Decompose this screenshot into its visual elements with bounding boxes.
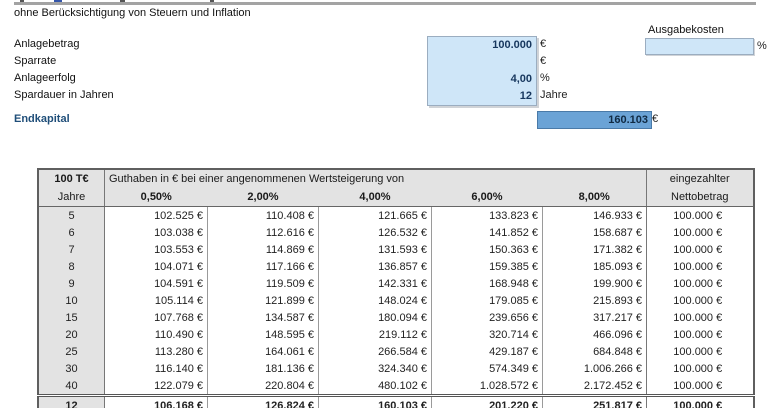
value-cell[interactable]: 199.900 € [543, 275, 647, 292]
value-cell[interactable]: 126.532 € [319, 224, 432, 241]
table-row [38, 241, 754, 258]
value-cell[interactable]: 185.093 € [543, 258, 647, 275]
value-cell[interactable]: 180.094 € [319, 309, 432, 326]
field-label-anlageerfolg: Anlageerfolg [14, 72, 76, 84]
value-cell[interactable]: 219.112 € [319, 326, 432, 343]
unit-label-euro: € [652, 113, 659, 125]
unit-label-euro: € [540, 38, 547, 50]
year-cell[interactable]: 8 [38, 258, 105, 275]
column-header-rate-3[interactable]: 6,00% [432, 188, 543, 207]
value-cell[interactable]: 100.000 € [647, 377, 754, 396]
value-cell[interactable]: 141.852 € [432, 224, 543, 241]
table-row [38, 275, 754, 292]
value-cell[interactable]: 574.349 € [432, 360, 543, 377]
value-cell[interactable]: 100.000 € [647, 258, 754, 275]
year-cell[interactable]: 20 [38, 326, 105, 343]
value-cell[interactable]: 480.102 € [319, 377, 432, 396]
endkapital-result-cell[interactable]: 160.103 [537, 111, 652, 129]
table-row [38, 224, 754, 241]
sheet-subtitle: ohne Berücksichtigung von Steuern und Inflation [14, 7, 251, 19]
value-cell[interactable]: 317.217 € [543, 309, 647, 326]
spardauer-input-cell[interactable]: 12 [519, 90, 532, 102]
year-cell[interactable]: 9 [38, 275, 105, 292]
value-cell[interactable]: 168.948 € [432, 275, 543, 292]
value-cell[interactable]: 103.038 € [105, 224, 208, 241]
endkapital-label: Endkapital [14, 113, 70, 125]
table-row [38, 309, 754, 326]
value-cell[interactable]: 100.000 € [647, 343, 754, 360]
table-row [38, 258, 754, 275]
value-cell[interactable]: 220.804 € [208, 377, 319, 396]
value-cell[interactable]: 251.817 € [543, 396, 647, 408]
value-cell[interactable]: 466.096 € [543, 326, 647, 343]
value-cell[interactable]: 100.000 € [647, 241, 754, 258]
value-cell[interactable]: 148.595 € [208, 326, 319, 343]
value-cell[interactable]: 150.363 € [432, 241, 543, 258]
value-cell[interactable]: 164.061 € [208, 343, 319, 360]
table-row [38, 343, 754, 360]
value-cell[interactable]: 105.114 € [105, 292, 208, 309]
value-cell[interactable]: 121.665 € [319, 207, 432, 225]
year-cell[interactable]: 7 [38, 241, 105, 258]
column-header-rate-0[interactable]: 0,50% [105, 188, 208, 207]
year-cell[interactable]: 30 [38, 360, 105, 377]
value-cell[interactable]: 110.408 € [208, 207, 319, 225]
column-header-rate-2[interactable]: 4,00% [319, 188, 432, 207]
anlageerfolg-input-cell[interactable]: 4,00 [510, 73, 532, 85]
value-cell[interactable]: 429.187 € [432, 343, 543, 360]
value-cell[interactable]: 266.584 € [319, 343, 432, 360]
table-row [38, 207, 754, 225]
field-label-spardauer: Spardauer in Jahren [14, 89, 114, 101]
year-cell[interactable]: 15 [38, 309, 105, 326]
column-header-rate-1[interactable]: 2,00% [208, 188, 319, 207]
field-label-anlagebetrag: Anlagebetrag [14, 38, 80, 50]
input-cell-block [427, 36, 537, 106]
value-cell[interactable]: 1.028.572 € [432, 377, 543, 396]
year-cell[interactable]: 10 [38, 292, 105, 309]
year-cell[interactable]: 12 [38, 396, 105, 408]
value-cell[interactable]: 1.006.266 € [543, 360, 647, 377]
unit-label-percent: % [757, 40, 767, 52]
year-cell[interactable]: 5 [38, 207, 105, 225]
year-cell[interactable]: 6 [38, 224, 105, 241]
sparrate-input-cell[interactable] [428, 54, 535, 71]
value-cell[interactable]: 684.848 € [543, 343, 647, 360]
value-cell[interactable]: 201.220 € [432, 396, 543, 408]
value-cell[interactable]: 104.071 € [105, 258, 208, 275]
value-cell[interactable]: 100.000 € [647, 396, 754, 408]
value-cell[interactable]: 136.857 € [319, 258, 432, 275]
column-header-nettobetrag[interactable]: Nettobetrag [647, 188, 754, 207]
value-cell[interactable]: 320.714 € [432, 326, 543, 343]
results-table [37, 168, 755, 408]
value-cell[interactable]: 2.172.452 € [543, 377, 647, 396]
column-header-rate-4[interactable]: 8,00% [543, 188, 647, 207]
value-cell[interactable]: 239.656 € [432, 309, 543, 326]
value-cell[interactable]: 110.490 € [105, 326, 208, 343]
value-cell[interactable]: 103.553 € [105, 241, 208, 258]
value-cell[interactable]: 113.280 € [105, 343, 208, 360]
value-cell[interactable]: 160.103 € [319, 396, 432, 408]
year-cell[interactable]: 40 [38, 377, 105, 396]
table-row [38, 377, 754, 396]
value-cell[interactable]: 116.140 € [105, 360, 208, 377]
corner-header-jahre[interactable]: Jahre [38, 188, 105, 207]
value-cell[interactable]: 102.525 € [105, 207, 208, 225]
table-row [38, 292, 754, 309]
value-cell[interactable]: 114.869 € [208, 241, 319, 258]
value-cell[interactable]: 131.593 € [319, 241, 432, 258]
unit-label-euro: € [540, 55, 547, 67]
value-cell[interactable]: 106.168 € [105, 396, 208, 408]
value-cell[interactable]: 215.893 € [543, 292, 647, 309]
value-cell[interactable]: 107.768 € [105, 309, 208, 326]
value-cell[interactable]: 142.331 € [319, 275, 432, 292]
value-cell[interactable]: 100.000 € [647, 309, 754, 326]
row-divider-bar [14, 2, 756, 5]
value-cell[interactable]: 146.933 € [543, 207, 647, 225]
span-header-guthaben[interactable]: Guthaben in € bei einer angenommenen Wertsteigerung von [105, 169, 647, 188]
value-cell[interactable]: 112.616 € [208, 224, 319, 241]
unit-label-jahre: Jahre [540, 89, 568, 101]
unit-label-percent: % [540, 72, 550, 84]
table-row [38, 326, 754, 343]
year-cell[interactable]: 25 [38, 343, 105, 360]
corner-header-100te[interactable]: 100 T€ [38, 169, 105, 188]
table-row [38, 396, 754, 408]
value-cell[interactable]: 171.382 € [543, 241, 647, 258]
value-cell[interactable]: 181.136 € [208, 360, 319, 377]
anlagebetrag-input-cell[interactable]: 100.000 [492, 39, 532, 51]
value-cell[interactable]: 133.823 € [432, 207, 543, 225]
value-cell[interactable]: 159.385 € [432, 258, 543, 275]
value-cell[interactable]: 100.000 € [647, 360, 754, 377]
value-cell[interactable]: 100.000 € [647, 326, 754, 343]
value-cell[interactable]: 100.000 € [647, 275, 754, 292]
value-cell[interactable]: 100.000 € [647, 292, 754, 309]
ausgabekosten-label: Ausgabekosten [648, 24, 724, 36]
value-cell[interactable]: 126.824 € [208, 396, 319, 408]
ausgabekosten-input-cell[interactable] [645, 38, 754, 55]
value-cell[interactable]: 119.509 € [208, 275, 319, 292]
column-header-eingezahlter[interactable]: eingezahlter [647, 169, 754, 188]
table-row [38, 360, 754, 377]
value-cell[interactable]: 117.166 € [208, 258, 319, 275]
value-cell[interactable]: 121.899 € [208, 292, 319, 309]
value-cell[interactable]: 122.079 € [105, 377, 208, 396]
value-cell[interactable]: 104.591 € [105, 275, 208, 292]
value-cell[interactable]: 100.000 € [647, 207, 754, 225]
field-label-sparrate: Sparrate [14, 55, 57, 67]
value-cell[interactable]: 158.687 € [543, 224, 647, 241]
value-cell[interactable]: 100.000 € [647, 224, 754, 241]
value-cell[interactable]: 179.085 € [432, 292, 543, 309]
value-cell[interactable]: 324.340 € [319, 360, 432, 377]
value-cell[interactable]: 148.024 € [319, 292, 432, 309]
value-cell[interactable]: 134.587 € [208, 309, 319, 326]
